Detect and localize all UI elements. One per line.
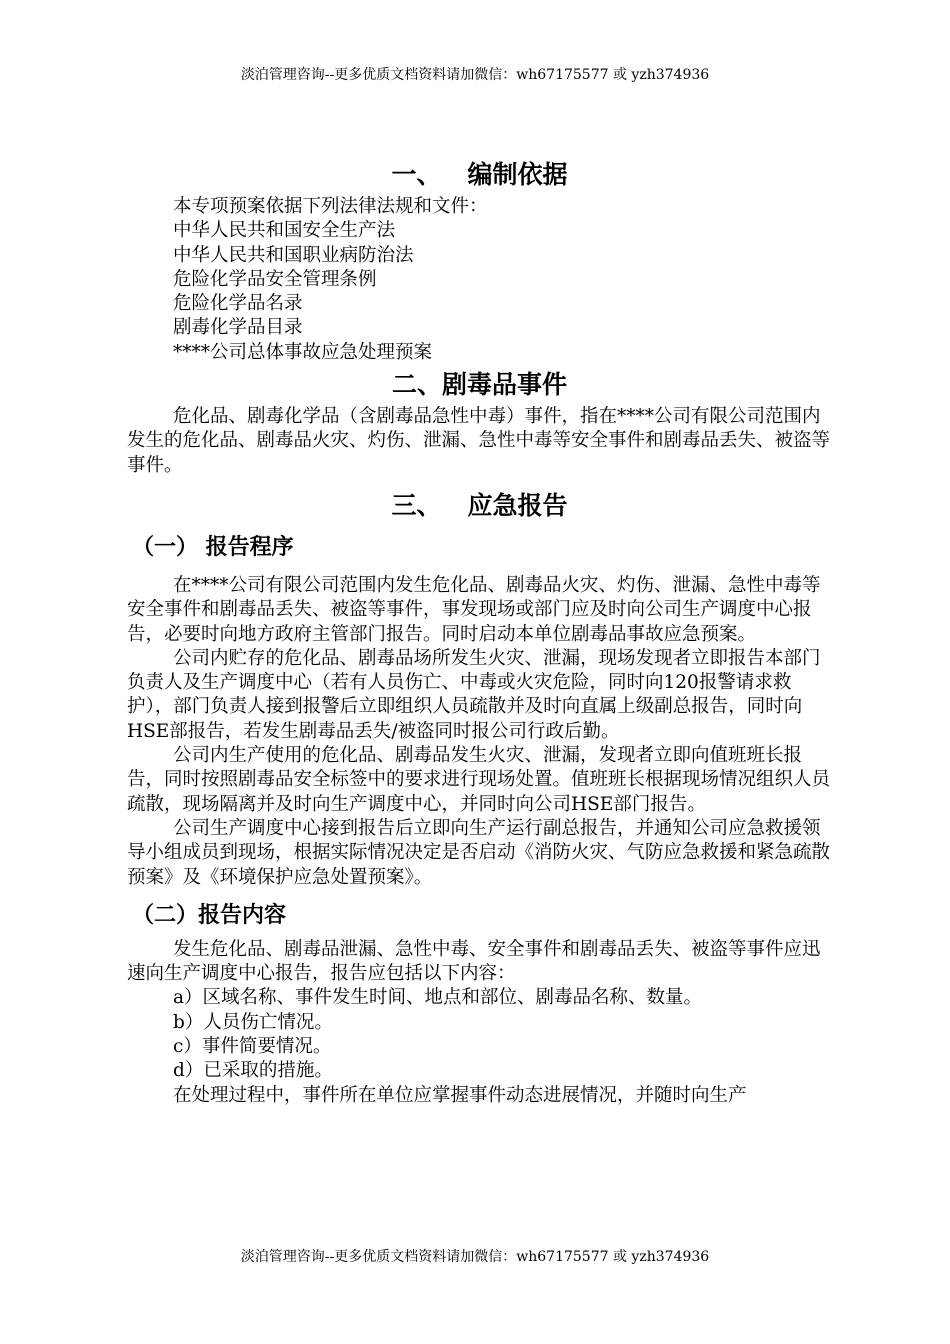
- page-footer: 淡泊管理咨询--更多优质文档资料请加微信：wh67175577 或 yzh374936: [240, 1249, 710, 1265]
- report-content-item: d）已采取的措施。: [173, 1060, 333, 1082]
- section-1-title: 一、 编制依据: [391, 160, 568, 189]
- report-content-closing: 在处理过程中，事件所在单位应掌握事件动态进展情况，并随时向生产: [173, 1084, 747, 1106]
- procedure-paragraph: 公司生产调度中心接到报告后立即向生产运行副总报告，并通知公司应急救援领导小组成员到现场，根据实际情况决定是否启动《消防火灾、气防应急救援和紧急疏散预案》及《环境保护应急处置预案》。: [127, 817, 831, 888]
- basis-item: 剧毒化学品目录: [173, 317, 303, 339]
- basis-item: 中华人民共和国安全生产法: [173, 220, 396, 242]
- page-header: 淡泊管理咨询--更多优质文档资料请加微信：wh67175577 或 yzh374936: [240, 67, 710, 83]
- procedure-paragraph: 在****公司有限公司范围内发生危化品、剧毒品火灾、灼伤、泄漏、急性中毒等安全事件和剧毒品丢失、被盗等事件，事发现场或部门应及时向公司生产调度中心报告，必要时向地方政府主管部门报告。同时启动本单位剧毒品事故应急预案。: [127, 574, 821, 645]
- report-content-item: a）区域名称、事件发生时间、地点和部位、剧毒品名称、数量。: [173, 987, 703, 1009]
- basis-item: 危险化学品名录: [173, 293, 303, 315]
- section-3-title: 三、 应急报告: [391, 490, 568, 520]
- report-content-item: c）事件简要情况。: [173, 1036, 332, 1058]
- document-body: [127, 155, 832, 1108]
- report-content-item: b）人员伤亡情况。: [173, 1011, 333, 1033]
- section-2-title: 二、剧毒品事件: [391, 370, 567, 400]
- section-2-paragraph: 危化品、剧毒化学品（含剧毒品急性中毒）事件，指在****公司有限公司范围内发生的危化品、剧毒品火灾、灼伤、泄漏、急性中毒等安全事件和剧毒品丢失、被盗等事件。: [127, 406, 831, 476]
- report-content-intro: 发生危化品、剧毒品泄漏、急性中毒、安全事件和剧毒品丢失、被盗等事件应迅速向生产调度中心报告，报告应包括以下内容：: [127, 938, 821, 985]
- subsection-report-content-title: （二）报告内容: [132, 902, 287, 928]
- basis-item: 中华人民共和国职业病防治法: [173, 244, 414, 266]
- basis-item: 危险化学品安全管理条例: [173, 268, 377, 290]
- section-1-intro: 本专项预案依据下列法律法规和文件：: [173, 196, 488, 217]
- subsection-report-procedure-title: （一） 报告程序: [132, 534, 294, 560]
- procedure-paragraph: 公司内贮存的危化品、剧毒品场所发生火灾、泄漏，现场发现者立即报告本部门负责人及生产调度中心（若有人员伤亡、中毒或火灾危险，同时向120报警请求救护），部门负责人接到报警后立即组织人员疏散并及时向直属上级副总报告，同时向HSE部报告，若发生剧毒品丢失/被盗同时报公司行政后勤。: [127, 647, 821, 742]
- procedure-paragraph: 公司内生产使用的危化品、剧毒品发生火灾、泄漏，发现者立即向值班班长报告，同时按照剧毒品安全标签中的要求进行现场处置。值班班长根据现场情况组织人员疏散，现场隔离并及时向生产调度中心，并同时向公司HSE部门报告。: [127, 745, 831, 815]
- basis-item: ****公司总体事故应急处理预案: [173, 341, 433, 363]
